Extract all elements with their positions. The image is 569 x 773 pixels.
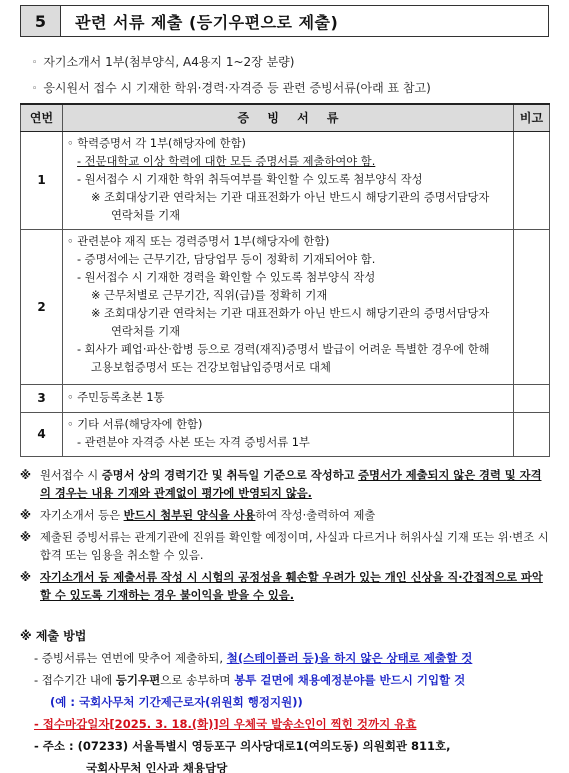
bullet-dot-icon: ◦ — [32, 84, 38, 94]
address-line: 국회사무처 인사과 채용담당 — [86, 761, 228, 773]
note-item: ※ 자기소개서 등 제출서류 작성 시 시험의 공정성을 훼손할 우려가 있는 개인 신상을 직·간접적으로 파악할 수 있도록 기재하는 경우 불이익을 받을 수 있음. — [20, 569, 549, 605]
table-row — [21, 384, 550, 412]
documents-table — [20, 103, 550, 457]
row-note — [514, 384, 550, 412]
reference-mark-icon: ※ — [20, 509, 31, 522]
section-header — [20, 5, 549, 37]
note-item: ※ 원서접수 시 증명서 상의 경력기간 및 취득일 기준으로 작성하고 증명서가 제출되지 않은 경력 및 자격의 경우는 내용 기재와 관계없이 평가에 반영되지 않음. — [20, 467, 549, 503]
row-number: 2 — [21, 229, 63, 384]
column-header-no: 연번 — [21, 104, 63, 131]
row-note — [514, 412, 550, 456]
table-row — [21, 412, 550, 456]
note-item: ※ 자기소개서 등은 반드시 첨부된 양식을 사용하여 작성·출력하여 제출 — [20, 507, 549, 525]
method-line: - 증빙서류는 연번에 맞추어 제출하되, 철(스테이플러 등)을 하지 않은 상태로 제출할 것 — [34, 651, 473, 665]
row-content: ◦ 관련분야 재직 또는 경력증명서 1부(해당자에 한함) - 증명서에는 근무기간, 담당업무 등이 정확히 기재되어야 함. - 원서접수 시 기재한 경력을 확인할 수 있도록 첨부양식 작성 ※ 근무처별로 근무기간, 직위(급)를 정확히 기재 ※ 조회대상기관 연락처는 기관 대표전화가 아닌 반드시 해당기관의 증명서담당자 연락처를 기재 - 회사가 폐업·파산·합병 등으로 경력(재직)증명서 발급이 어려운 특별한 경우에 한해 고용보험증명서 또는 건강보험납입증명서로 대체 — [63, 229, 514, 384]
column-header-note: 비고 — [514, 104, 550, 131]
address-line: - 주소 : (07233) 서울특별시 영등포구 의사당대로1(여의도동) 의원회관 811호, — [34, 739, 451, 753]
reference-mark-icon: ※ — [20, 571, 31, 584]
submission-method — [20, 627, 549, 773]
note-item: ※ 제출된 증빙서류는 관계기관에 진위를 확인할 예정이며, 사실과 다르거나 허위사실 기재 또는 위·변조 시 합격 또는 임용을 취소할 수 있음. — [20, 529, 549, 565]
column-header-doc: 증 빙 서 류 — [63, 104, 514, 131]
row-number: 1 — [21, 131, 63, 229]
section-number: 5 — [21, 6, 61, 36]
method-title: ※ 제출 방법 — [20, 629, 87, 643]
intro-item-2: ◦ 응시원서 접수 시 기재한 학위·경력·자격증 등 관련 증빙서류(아래 표 참고) — [32, 81, 431, 95]
method-line: - 접수마감일자[2025. 3. 18.(화)]의 우체국 발송소인이 찍힌 것까지 유효 — [34, 717, 417, 731]
reference-mark-icon: ※ — [20, 469, 31, 482]
row-note — [514, 229, 550, 384]
bullet-dot-icon: ◦ — [32, 58, 38, 68]
intro-item-1: ◦ 자기소개서 1부(첨부양식, A4용지 1~2장 분량) — [32, 55, 295, 69]
row-content: ◦ 주민등록초본 1통 — [63, 384, 514, 412]
method-line: - 접수기간 내에 등기우편으로 송부하며 봉투 겉면에 채용예정분야를 반드시 기입할 것 — [34, 673, 466, 687]
table-row — [21, 131, 550, 229]
method-line: (예 : 국회사무처 기간제근로자(위원회 행정지원)) — [50, 695, 303, 709]
table-row — [21, 229, 550, 384]
reference-mark-icon: ※ — [20, 531, 31, 544]
section-title: 관련 서류 제출 (등기우편으로 제출) — [75, 12, 339, 32]
row-content: ◦ 학력증명서 각 1부(해당자에 한함) - 전문대학교 이상 학력에 대한 모든 증명서를 제출하여야 함. - 원서접수 시 기재한 학위 취득여부를 확인할 수 있도록 첨부양식 작성 ※ 조회대상기관 연락처는 기관 대표전화가 아닌 반드시 해당기관의 증명서담당자 연락처를 기재 — [63, 131, 514, 229]
row-note — [514, 131, 550, 229]
notes-section — [20, 467, 549, 609]
row-number: 4 — [21, 412, 63, 456]
row-content: ◦ 기타 서류(해당자에 한함) - 관련분야 자격증 사본 또는 자격 증빙서류 1부 — [63, 412, 514, 456]
row-number: 3 — [21, 384, 63, 412]
table-header-row — [21, 104, 550, 131]
